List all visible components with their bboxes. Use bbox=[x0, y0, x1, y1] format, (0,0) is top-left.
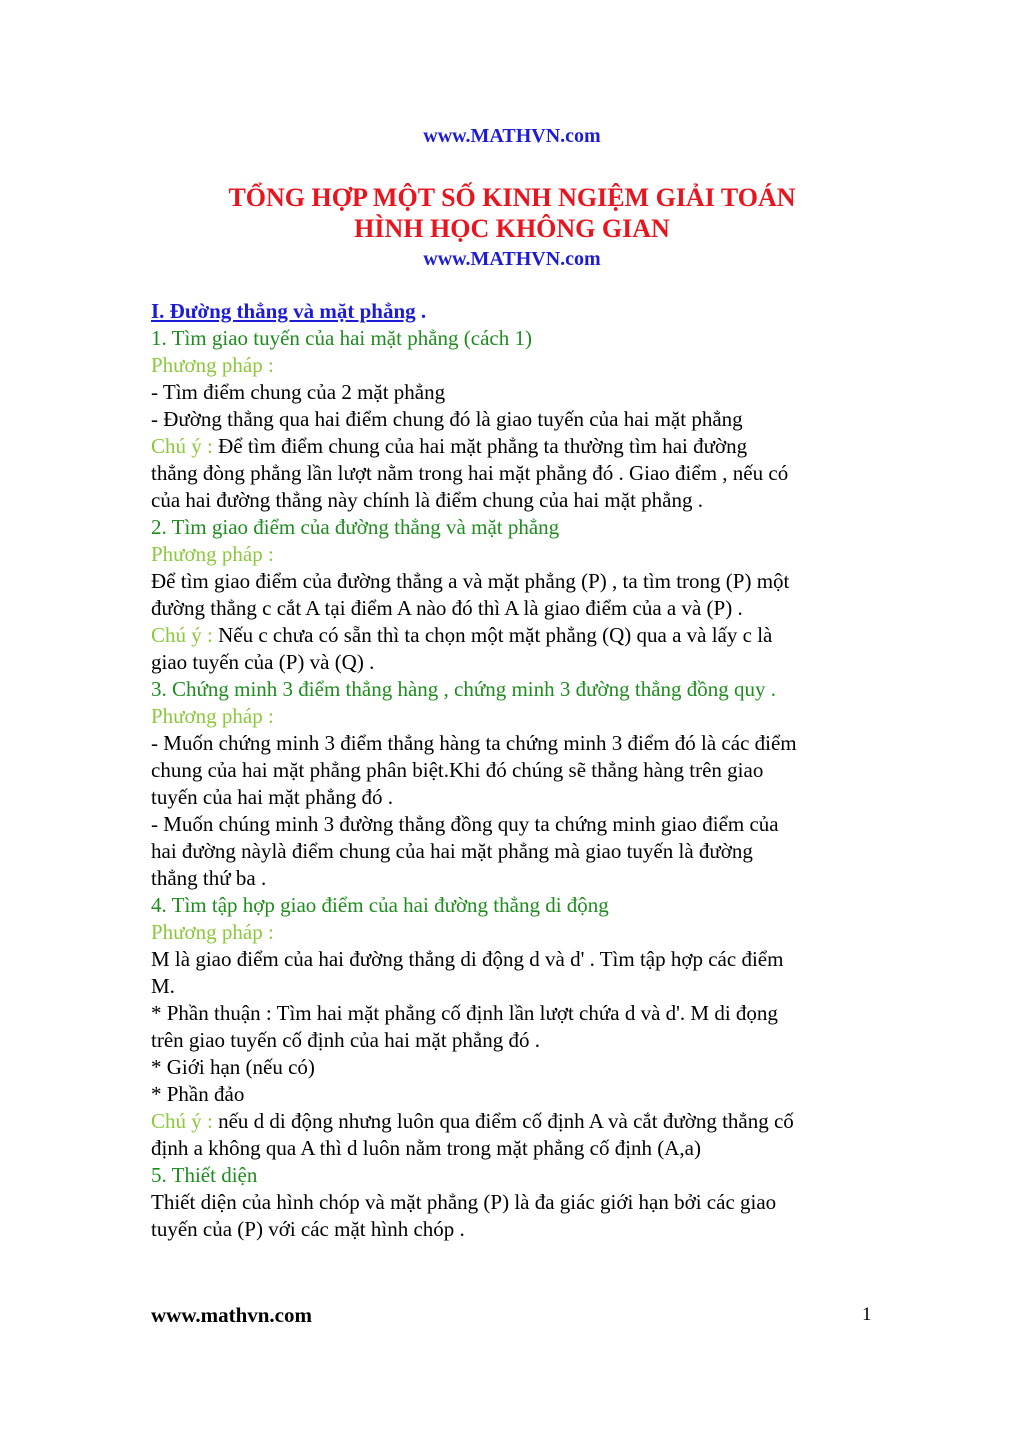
body-text-line: chung của hai mặt phẳng phân biệt.Khi đó chúng sẽ thẳng hàng trên giao bbox=[151, 758, 764, 782]
body-text-line: đường thẳng c cắt A tại điểm A nào đó thì A là giao điểm của a và (P) . bbox=[151, 596, 743, 620]
body-text-line: - Tìm điểm chung của 2 mặt phẳng bbox=[151, 380, 446, 404]
subsection-heading: 5. Thiết diện bbox=[151, 1163, 258, 1187]
note-label: Chú ý : bbox=[151, 1109, 213, 1133]
method-label: Phương pháp : bbox=[151, 542, 274, 566]
subsection-heading: 1. Tìm giao tuyến của hai mặt phẳng (cách 1) bbox=[151, 326, 532, 350]
body-text-line: - Muốn chứng minh 3 điểm thẳng hàng ta chứng minh 3 điểm đó là các điểm bbox=[151, 731, 797, 755]
body-text-line: thẳng đòng phẳng lần lượt nằm trong hai mặt phẳng đó . Giao điểm , nếu có bbox=[151, 461, 789, 485]
body-text-line: thẳng thứ ba . bbox=[151, 866, 267, 890]
body-text-line: Để tìm giao điểm của đường thẳng a và mặt phẳng (P) , ta tìm trong (P) một bbox=[151, 569, 790, 593]
body-text-line: M là giao điểm của hai đường thẳng di động d và d' . Tìm tập hợp các điểm bbox=[151, 947, 784, 971]
body-text-line: hai đường nàylà điểm chung của hai mặt phẳng mà giao tuyến là đường bbox=[151, 839, 753, 863]
subsection-heading: 2. Tìm giao điểm của đường thẳng và mặt phẳng bbox=[151, 515, 560, 539]
header-site-subtitle-link[interactable]: www.MATHVN.com bbox=[423, 248, 601, 270]
document-title-line-1: TỔNG HỢP MỘT SỐ KINH NGIỆM GIẢI TOÁN bbox=[228, 183, 796, 212]
body-text-line: giao tuyến của (P) và (Q) . bbox=[151, 650, 375, 674]
subsection-heading: 3. Chứng minh 3 điểm thẳng hàng , chứng minh 3 đường thẳng đồng quy . bbox=[151, 677, 777, 701]
body-text-line: - Đường thẳng qua hai điểm chung đó là giao tuyến của hai mặt phẳng bbox=[151, 407, 743, 431]
note-text: nếu d di động nhưng luôn qua điểm cố định A và cắt đường thẳng cố bbox=[212, 1109, 794, 1133]
note-line bbox=[151, 433, 881, 460]
header-site-link[interactable]: www.MATHVN.com bbox=[423, 125, 601, 147]
body-text-line: trên giao tuyến cố định của hai mặt phẳng đó . bbox=[151, 1028, 540, 1052]
note-line bbox=[151, 622, 881, 649]
note-label: Chú ý : bbox=[151, 434, 213, 458]
section-heading-text: I. Đường thẳng và mặt phẳng bbox=[151, 299, 416, 323]
document-title-line-2: HÌNH HỌC KHÔNG GIAN bbox=[354, 214, 670, 243]
body-text-line: * Phần thuận : Tìm hai mặt phẳng cố định lần lượt chứa d và d'. M di đọng bbox=[151, 1001, 778, 1025]
body-text-line: Thiết diện của hình chóp và mặt phẳng (P) là đa giác giới hạn bởi các giao bbox=[151, 1190, 777, 1214]
body-lines bbox=[151, 325, 881, 1243]
body-text-line: tuyến của hai mặt phẳng đó . bbox=[151, 785, 394, 809]
method-label: Phương pháp : bbox=[151, 353, 274, 377]
subsection-heading: 4. Tìm tập hợp giao điểm của hai đường thẳng di động bbox=[151, 893, 609, 917]
method-label: Phương pháp : bbox=[151, 704, 274, 728]
section-heading bbox=[151, 298, 881, 325]
body-text-line: của hai đường thẳng này chính là điểm chung của hai mặt phẳng . bbox=[151, 488, 703, 512]
note-label: Chú ý : bbox=[151, 623, 213, 647]
note-text: Nếu c chưa có sẵn thì ta chọn một mặt phẳng (Q) qua a và lấy c là bbox=[212, 623, 773, 647]
footer-site-link[interactable]: www.mathvn.com bbox=[151, 1303, 312, 1327]
document-body bbox=[151, 298, 881, 1243]
body-text-line: tuyến của (P) với các mặt hình chóp . bbox=[151, 1217, 465, 1241]
section-heading-tail: . bbox=[415, 299, 427, 323]
body-text-line: * Giới hạn (nếu có) bbox=[151, 1055, 315, 1079]
page-number: 1 bbox=[862, 1304, 872, 1325]
note-text: Để tìm điểm chung của hai mặt phẳng ta thường tìm hai đường bbox=[212, 434, 748, 458]
body-text-line: - Muốn chúng minh 3 đường thẳng đồng quy ta chứng minh giao điểm của bbox=[151, 812, 779, 836]
note-line bbox=[151, 1108, 881, 1135]
body-text-line: * Phần đảo bbox=[151, 1082, 245, 1106]
body-text-line: M. bbox=[151, 974, 175, 998]
method-label: Phương pháp : bbox=[151, 920, 274, 944]
body-text-line: định a không qua A thì d luôn nằm trong mặt phẳng cố định (A,a) bbox=[151, 1136, 701, 1160]
